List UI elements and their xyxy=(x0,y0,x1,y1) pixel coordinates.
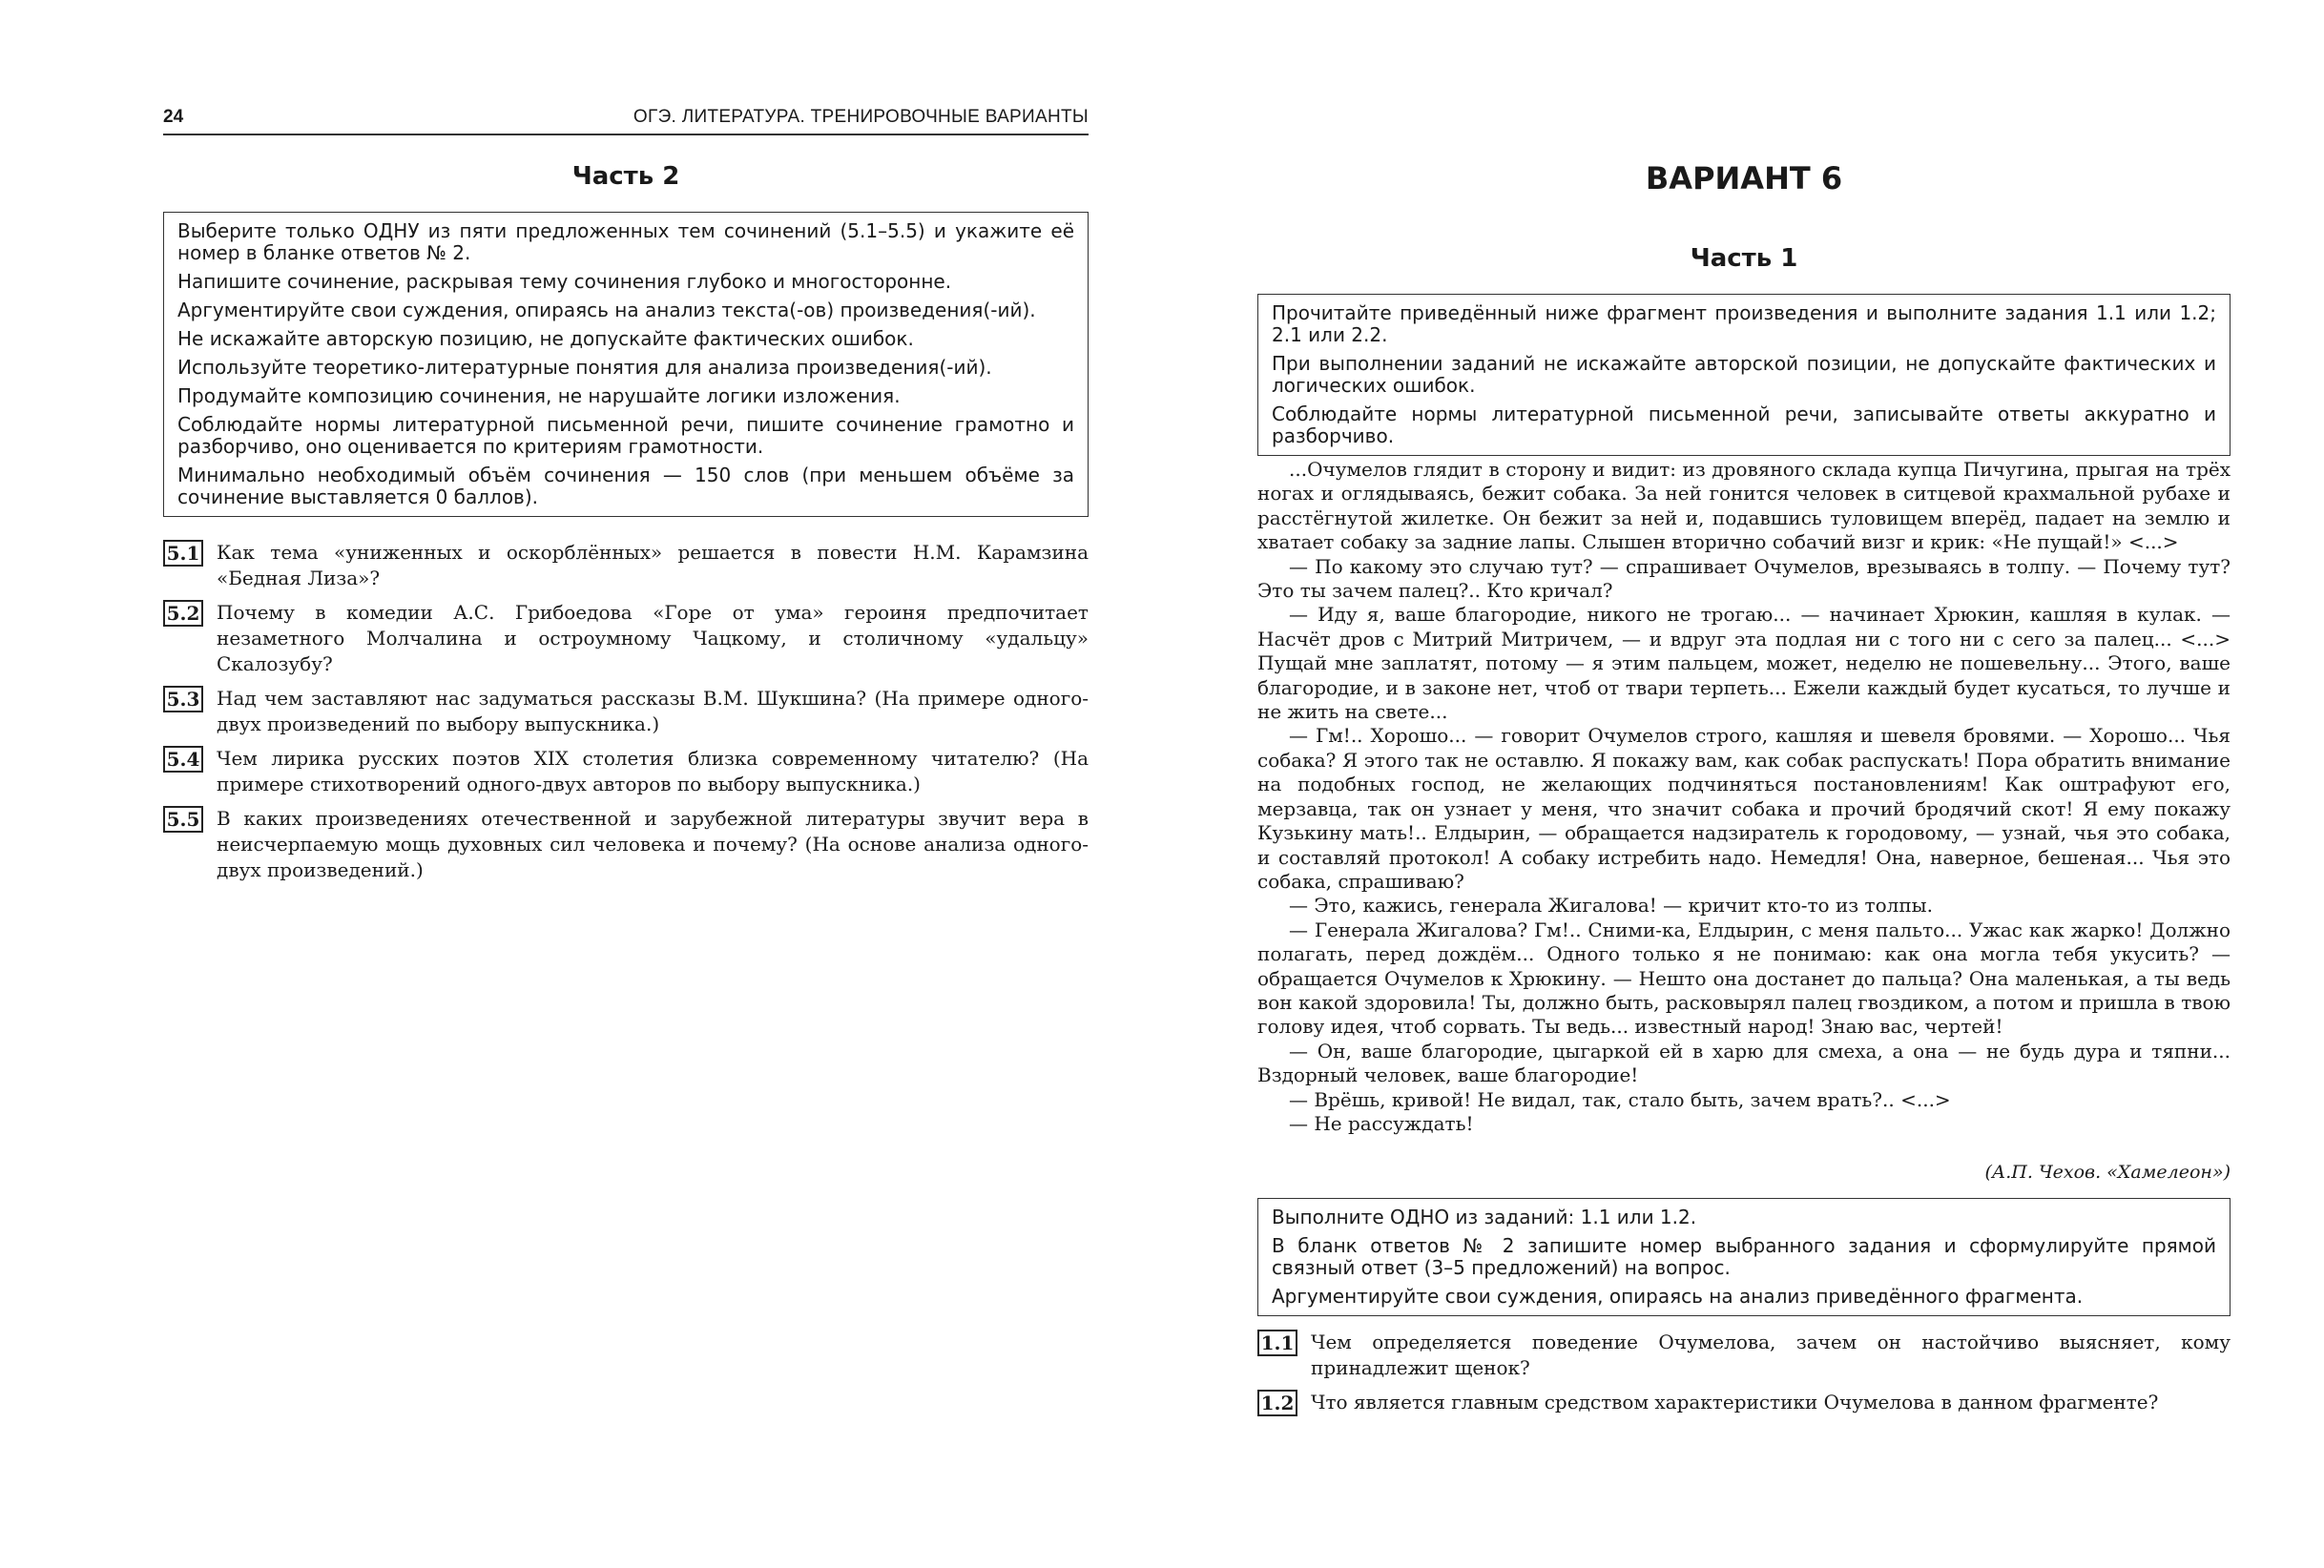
task-item xyxy=(163,746,1089,797)
fragment-paragraph: — Это, кажись, генерала Жигалова! — кричит кто-то из толпы. xyxy=(1289,894,1933,918)
fragment-paragraph: — По какому это случаю тут? — спрашивает Очумелов, врезываясь в толпу. — Почему тут? Это ты зачем палец?.. Кто кричал? xyxy=(1257,554,2231,603)
task-text: Почему в комедии А.С. Грибоедова «Горе от ума» героиня предпочитает незаметного Молчалина и остроумному Чацкому, и столичному «удальцу» Скалозубу? xyxy=(217,601,1089,675)
instruction-line: Используйте теоретико-литературные понятия для анализа произведения(-ий). xyxy=(177,356,992,379)
fragment-paragraph: ...Очумелов глядит в сторону и видит: из дровяного склада купца Пичугина, прыгая на трёх ногах и оглядываясь, бежит собака. За ней гонится человек в ситцевой крахмальной рубахе и расстёгнутой жилетке. Он бежит за ней и, подавшись туловищем вперёд, падает на землю и хватает собаку за задние лапы. Слышен вторично собачий визг и крик: «Не пущай!» <...> xyxy=(1257,458,2231,554)
instructions-box xyxy=(163,212,1089,517)
fragment-paragraph: — Иду я, ваше благородие, никого не трогаю... — начинает Хрюкин, кашляя в кулак. — Насчёт дров с Митрий Митричем, — и вдруг эта подлая ни с того ни с сего за палец... <...> Пущай мне заплатят, потому — я этим пальцем, может, неделю не пошевельну... Этого, ваше благородие, и в законе нет, чтоб от твари терпеть... Ежели каждый будет кусаться, то лучше и не жить на свете... xyxy=(1257,603,2231,724)
fragment-paragraph: — Гм!.. Хорошо... — говорит Очумелов строго, кашляя и шевеля бровями. — Хорошо... Чья собака? Я этого так не оставлю. Я покажу вам, как собак распускать! Пора обратить внимание на подобных господ, не желающих подчиняться постановлениям! Как оштрафуют его, мерзавца, так он узнает у меня, что значит собака и прочий бродячий скот! Я ему покажу Кузькину мать!.. Елдырин, — обращается надзиратель к городовому, — узнай, чья это собака, и составляй протокол! А собаку истребить надо. Немедля! Она, наверное, бешеная... Чья это собака, спрашиваю? xyxy=(1257,724,2231,893)
instruction-line: Минимально необходимый объём сочинения — 150 слов (при меньшем объёме за сочинение выставляется 0 баллов). xyxy=(177,464,1074,508)
task-item xyxy=(1257,1330,2231,1381)
task-number: 1.2 xyxy=(1257,1390,1297,1416)
instruction-line: Напишите сочинение, раскрывая тему сочинения глубоко и многосторонне. xyxy=(177,270,952,293)
literary-fragment xyxy=(1257,458,2231,1136)
fragment-paragraph: — Врёшь, кривой! Не видал, так, стало быть, зачем врать?.. <...> xyxy=(1289,1087,1951,1111)
task-number: 1.1 xyxy=(1257,1330,1297,1356)
instruction-line: Аргументируйте свои суждения, опираясь на анализ текста(-ов) произведения(-ий). xyxy=(177,299,1036,321)
task-item xyxy=(163,806,1089,883)
page-number: 24 xyxy=(163,107,184,127)
task-item xyxy=(163,540,1089,591)
fragment-paragraph: — Он, ваше благородие, цыгаркой ей в харю для смеха, а она — не будь дура и тяпни... Вздорный человек, ваше благородие! xyxy=(1257,1039,2231,1087)
instruction-line: В бланк ответов № 2 запишите номер выбранного задания и сформулируйте прямой связный ответ (3–5 предложений) на вопрос. xyxy=(1272,1234,2216,1279)
instruction-line: Выберите только ОДНУ из пяти предложенных тем сочинений (5.1–5.5) и укажите её номер в бланке ответов № 2. xyxy=(177,219,1074,264)
task-text: Что является главным средством характеристики Очумелова в данном фрагменте? xyxy=(1311,1391,2159,1413)
fragment-paragraph: — Не рассуждать! xyxy=(1289,1111,1474,1135)
task-number: 5.3 xyxy=(163,686,203,712)
instruction-line: При выполнении заданий не искажайте авторской позиции, не допускайте фактических и логических ошибок. xyxy=(1272,352,2216,397)
instruction-line: Соблюдайте нормы литературной письменной речи, пишите сочинение грамотно и разборчиво, оно оценивается по критериям грамотности. xyxy=(177,413,1074,458)
task-item xyxy=(163,600,1089,677)
task-instructions-box xyxy=(1257,1198,2231,1316)
instructions-box xyxy=(1257,294,2231,456)
right-page xyxy=(1162,0,2324,1568)
instruction-line: Прочитайте приведённый ниже фрагмент произведения и выполните задания 1.1 или 1.2; 2.1 или 2.2. xyxy=(1272,301,2216,346)
task-text: Чем лирика русских поэтов XIX столетия близка современному читателю? (На примере стихотворений одного-двух авторов по выбору выпускника.) xyxy=(217,747,1089,795)
task-text: Чем определяется поведение Очумелова, зачем он настойчиво выясняет, кому принадлежит щенок? xyxy=(1311,1331,2231,1379)
attribution: (А.П. Чехов. «Хамелеон») xyxy=(1984,1162,2231,1183)
task-item xyxy=(1257,1390,2231,1416)
instruction-line: Соблюдайте нормы литературной письменной речи, записывайте ответы аккуратно и разборчиво. xyxy=(1272,402,2216,447)
essay-tasks xyxy=(163,540,1089,892)
running-title: ОГЭ. ЛИТЕРАТУРА. ТРЕНИРОВОЧНЫЕ ВАРИАНТЫ xyxy=(633,107,1089,127)
instruction-line: Продумайте композицию сочинения, не нарушайте логики изложения. xyxy=(177,384,901,407)
instruction-line: Выполните ОДНО из заданий: 1.1 или 1.2. xyxy=(1272,1206,1697,1228)
task-text: В каких произведениях отечественной и зарубежной литературы звучит вера в неисчерпаемую мощь духовных сил человека и почему? (На основе анализа одного-двух произведений.) xyxy=(217,807,1089,881)
task-item xyxy=(163,686,1089,737)
running-head xyxy=(163,103,1089,135)
instruction-line: Аргументируйте свои суждения, опираясь на анализ приведённого фрагмента. xyxy=(1272,1285,2084,1308)
fragment-paragraph: — Генерала Жигалова? Гм!.. Сними-ка, Елдырин, с меня пальто... Ужас как жарко! Должно полагать, перед дождём... Одного только я не понимаю: как она могла тебя укусить? — обращается Очумелов к Хрюкину. — Нешто она достанет до пальца? Она маленькая, а ты ведь вон какой здоровила! Ты, должно быть, расковырял палец гвоздиком, а потом и пришла в твою голову идея, чтоб сорвать. Ты ведь... известный народ! Знаю вас, чертей! xyxy=(1257,918,2231,1039)
task-text: Как тема «униженных и оскорблённых» решается в повести Н.М. Карамзина «Бедная Лиза»? xyxy=(217,541,1089,589)
task-number: 5.1 xyxy=(163,540,203,567)
fragment-tasks xyxy=(1257,1330,2231,1425)
task-number: 5.4 xyxy=(163,746,203,773)
variant-title: ВАРИАНТ 6 xyxy=(1645,160,1843,196)
instruction-line: Не искажайте авторскую позицию, не допускайте фактических ошибок. xyxy=(177,327,914,350)
part-title: Часть 1 xyxy=(1690,244,1798,273)
task-text: Над чем заставляют нас задуматься рассказы В.М. Шукшина? (На примере одного-двух произведений по выбору выпускника.) xyxy=(217,687,1089,735)
part-title: Часть 2 xyxy=(571,162,680,191)
task-number: 5.5 xyxy=(163,806,203,833)
task-number: 5.2 xyxy=(163,600,203,627)
